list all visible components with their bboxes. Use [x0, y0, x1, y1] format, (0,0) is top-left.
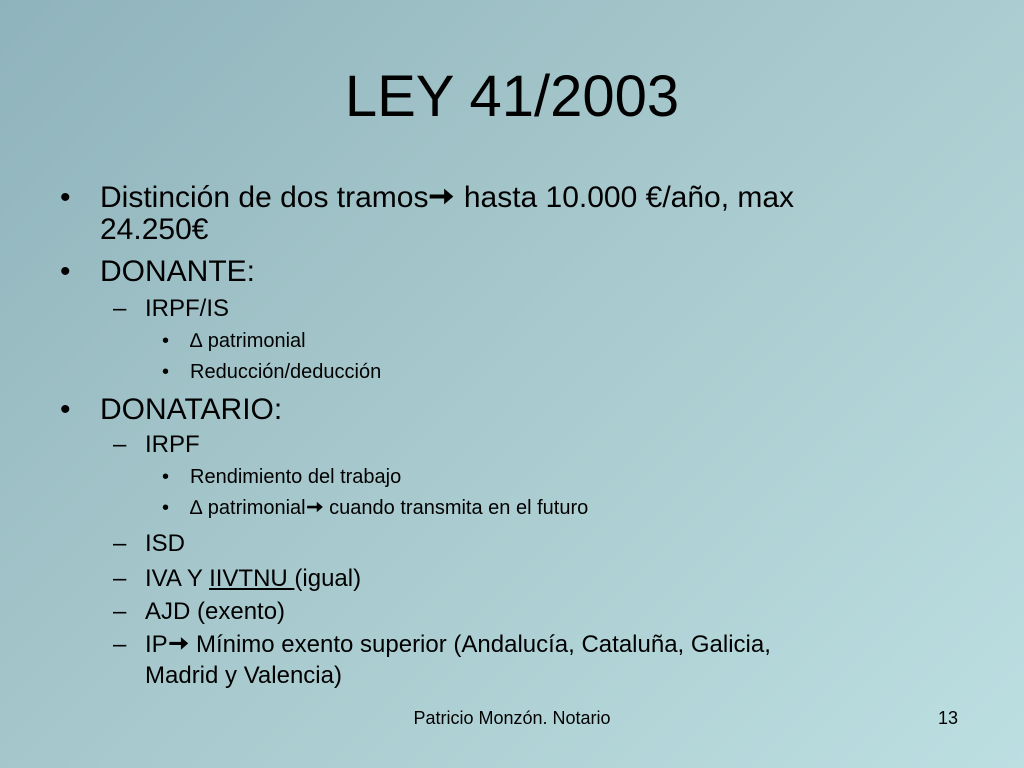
item-text: IRPF/IS: [145, 295, 230, 322]
item-text: Madrid y Valencia): [145, 662, 342, 689]
item-text: hasta 10.000 €/año, max: [455, 181, 795, 214]
item-text: cuando transmita en el futuro: [323, 497, 589, 519]
item-text: IRPF: [145, 431, 200, 458]
item-text: Reducción/deducción: [190, 361, 382, 383]
item-text: (igual): [294, 565, 362, 592]
item-text: DONANTE:: [100, 255, 256, 288]
dash-marker: –: [113, 598, 127, 625]
item-text: ∆ patrimonial: [190, 330, 306, 352]
dash-marker: –: [113, 431, 127, 458]
item-distincion: [60, 182, 794, 246]
item-text: Mínimo exento superior (Andalucía, Cataluña, Galicia,: [189, 631, 771, 658]
bullet-marker: •: [60, 255, 71, 288]
dash-marker: –: [113, 565, 127, 592]
item-donatario-delta: [162, 496, 588, 520]
right-arrow-icon: [306, 500, 324, 514]
item-donatario: [60, 394, 282, 426]
item-text: ∆ patrimonial: [190, 497, 306, 519]
item-text: DONATARIO:: [100, 393, 283, 426]
bullet-marker: •: [162, 466, 170, 488]
underlined-text: IIVTNU: [209, 565, 295, 592]
item-text: AJD (exento): [145, 598, 286, 625]
item-text: IP: [145, 631, 168, 658]
item-ajd: [113, 596, 285, 627]
dash-marker: –: [113, 295, 127, 322]
bullet-marker: •: [162, 330, 170, 352]
dash-marker: –: [113, 631, 127, 658]
item-donante-reduccion: [162, 360, 381, 384]
item-text: IVA Y: [145, 565, 210, 592]
item-donante-irpf-is: [113, 293, 229, 324]
slide-number: 13: [937, 708, 958, 728]
right-arrow-icon: [428, 186, 455, 207]
bullet-marker: •: [162, 497, 170, 519]
item-ip: [113, 629, 771, 691]
item-donatario-irpf: [113, 429, 200, 460]
bullet-marker: •: [60, 393, 71, 426]
item-text: 24.250€: [100, 213, 209, 246]
item-donante: [60, 256, 255, 288]
footer-author: Patricio Monzón. Notario: [413, 708, 611, 728]
item-text: Distinción de dos tramos: [100, 181, 429, 214]
slide-title: LEY 41/2003: [344, 64, 680, 129]
item-isd: [113, 528, 185, 559]
item-donatario-rendimiento: [162, 465, 401, 489]
item-iva: [113, 563, 361, 594]
item-text: Rendimiento del trabajo: [190, 466, 402, 488]
right-arrow-icon: [168, 635, 190, 652]
dash-marker: –: [113, 530, 127, 557]
bullet-marker: •: [162, 361, 170, 383]
bullet-marker: •: [60, 181, 71, 214]
item-donante-delta: [162, 329, 306, 353]
item-text: ISD: [145, 530, 186, 557]
